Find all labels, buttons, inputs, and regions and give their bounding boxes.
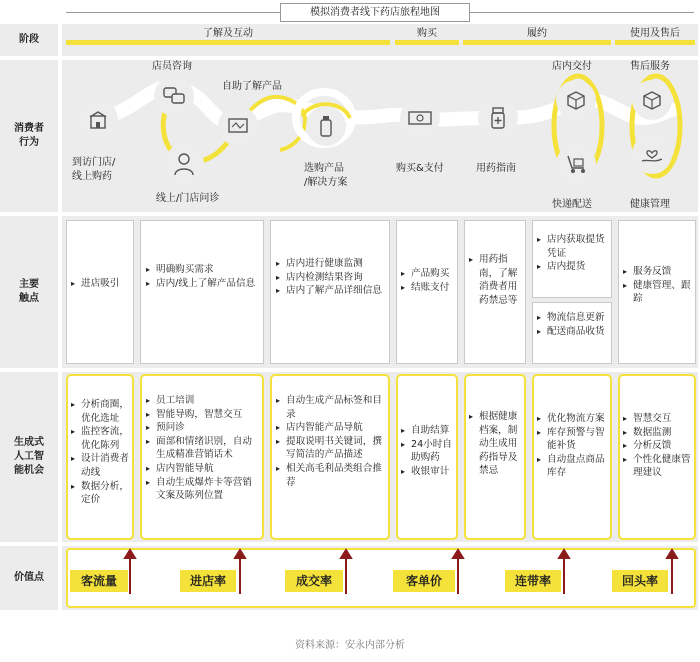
touchpoint-item: ▸ 配送商品收货 [537, 325, 607, 339]
label-online: 线上/门店问诊 [156, 193, 220, 204]
page-title: 模拟消费者线下药店旅程地图 [280, 3, 470, 22]
ai-box [618, 374, 696, 540]
ai-box [66, 374, 134, 540]
row-header-touchpoints: 主要 触点 [0, 216, 58, 368]
touchpoint-item: ▸ 服务反馈 [623, 265, 691, 279]
ai-item: ▸ 优化物流方案 [537, 412, 607, 426]
stage-bar-understand [66, 40, 390, 45]
ai-item: ▸ 预问诊 [146, 421, 258, 435]
package-icon [556, 80, 596, 120]
touchpoint-item: ▸ 店内检测结果咨询 [276, 271, 384, 285]
ai-item: ▸ 库存预警与智能补货 [537, 426, 607, 453]
ai-item: ▸ 个性化健康管理建议 [623, 453, 691, 480]
touchpoint-item: ▸ 健康管理、跟踪 [623, 279, 691, 306]
label-consult: 店员咨询 [152, 61, 192, 72]
ai-item: ▸ 相关高毛利品类组合推荐 [276, 462, 384, 489]
ai-item: ▸ 店内智能导航 [146, 462, 258, 476]
ai-item: ▸ 员工培训 [146, 394, 258, 408]
touchpoint-item: ▸ 店内了解产品详细信息 [276, 284, 384, 298]
stage-bar-aftersale [615, 40, 695, 45]
touchpoint-item: ▸ 物流信息更新 [537, 311, 607, 325]
touchpoint-item: ▸ 店内获取提货凭证 [537, 233, 607, 260]
touchpoint-box [464, 220, 526, 364]
ai-item: ▸ 数据监测 [623, 426, 691, 440]
stage-aftersale: 使用及售后 [630, 28, 680, 39]
touchpoint-item: ▸ 店内提货 [537, 260, 607, 274]
screen-icon [218, 106, 258, 146]
ai-item: ▸ 自动盘点商品库存 [537, 453, 607, 480]
touchpoint-item: ▸ 店内进行健康监测 [276, 257, 384, 271]
row-header-value: 价值点 [0, 546, 58, 610]
touchpoint-box [270, 220, 390, 364]
stage-understand: 了解及互动 [203, 28, 253, 39]
ai-item: ▸ 店内智能产品导航 [276, 421, 384, 435]
money-icon [400, 98, 440, 138]
touchpoint-item: ▸ 进店吸引 [71, 277, 129, 291]
ai-item: ▸ 监控客流，优化陈列 [71, 425, 129, 452]
medicine-icon [478, 98, 518, 138]
value-traffic: 客流量 [70, 570, 128, 592]
label-select: 选购产品 /解决方案 [304, 163, 348, 188]
label-express: 快递配送 [552, 199, 592, 210]
value-return-rate: 回头率 [612, 570, 668, 592]
touchpoint-item: ▸ 结账支付 [401, 281, 453, 295]
cart-icon [556, 144, 596, 184]
ai-box [140, 374, 264, 540]
ai-item: ▸ 提取说明书关键词，撰写简洁的产品描述 [276, 435, 384, 462]
ai-box [270, 374, 390, 540]
label-deliver: 店内交付 [552, 61, 592, 72]
touchpoint-box [396, 220, 458, 364]
value-order-value: 客单价 [393, 570, 455, 592]
ai-item: ▸ 自助结算 [401, 424, 453, 438]
stage-buy: 购买 [417, 28, 437, 39]
ai-item: ▸ 自动生成产品标签和目录 [276, 394, 384, 421]
ai-item: ▸ 自动生成爆炸卡等营销文案及陈列位置 [146, 476, 258, 503]
ai-item: ▸ 智慧交互 [623, 412, 691, 426]
touchpoint-item: ▸ 用药指南，了解消费者用药禁忌等 [469, 253, 521, 307]
stage-fulfill: 履约 [527, 28, 547, 39]
bottle-icon [306, 106, 346, 146]
touchpoint-box [532, 220, 612, 298]
ai-item: ▸ 收银审计 [401, 465, 453, 479]
label-service: 售后服务 [630, 61, 670, 72]
ai-item: ▸ 面部和情绪识别，自动生成精准营销话术 [146, 435, 258, 462]
care-icon [632, 134, 672, 174]
touchpoint-item: ▸ 明确购买需求 [146, 263, 258, 277]
stage-bar-buy [395, 40, 459, 45]
doctor-icon [164, 144, 204, 184]
row-header-stage: 阶段 [0, 24, 58, 56]
ai-box [396, 374, 458, 540]
value-conversion: 成交率 [285, 570, 343, 592]
label-visit: 到访门店/ 线上购药 [72, 157, 116, 182]
ai-item: ▸ 智能导购，智慧交互 [146, 408, 258, 422]
label-self: 自助了解产品 [222, 81, 282, 92]
label-guide: 用药指南 [476, 163, 516, 174]
ai-box [464, 374, 526, 540]
touchpoint-box [140, 220, 264, 364]
label-pay: 购买&支付 [396, 163, 444, 174]
row-header-ai: 生成式 人工智 能机会 [0, 372, 58, 542]
ai-item: ▸ 数据分析，定价 [71, 480, 129, 507]
label-health: 健康管理 [630, 199, 670, 210]
touchpoint-box [618, 220, 696, 364]
ai-item: ▸ 分析商圈，优化选址 [71, 398, 129, 425]
touchpoint-box [532, 302, 612, 364]
store-icon [78, 100, 118, 140]
touchpoint-item: ▸ 产品购买 [401, 267, 453, 281]
value-arrows [62, 546, 698, 610]
value-entry-rate: 进店率 [180, 570, 236, 592]
ai-item: ▸ 根据健康档案，制动生成用药指导及禁忌 [469, 410, 521, 478]
service-box-icon [632, 80, 672, 120]
ai-item: ▸ 设计消费者动线 [71, 452, 129, 479]
chat-icon [154, 76, 194, 116]
ai-item: ▸ 分析反馈 [623, 439, 691, 453]
source-note: 资料来源：安永内部分析 [295, 640, 405, 651]
ai-item: ▸ 24小时自助购药 [401, 438, 453, 465]
row-header-behavior: 消费者 行为 [0, 60, 58, 212]
touchpoint-box [66, 220, 134, 364]
ai-box [532, 374, 612, 540]
touchpoint-item: ▸ 店内/线上了解产品信息 [146, 277, 258, 291]
stage-bar-fulfill [463, 40, 611, 45]
value-attach-rate: 连带率 [505, 570, 561, 592]
